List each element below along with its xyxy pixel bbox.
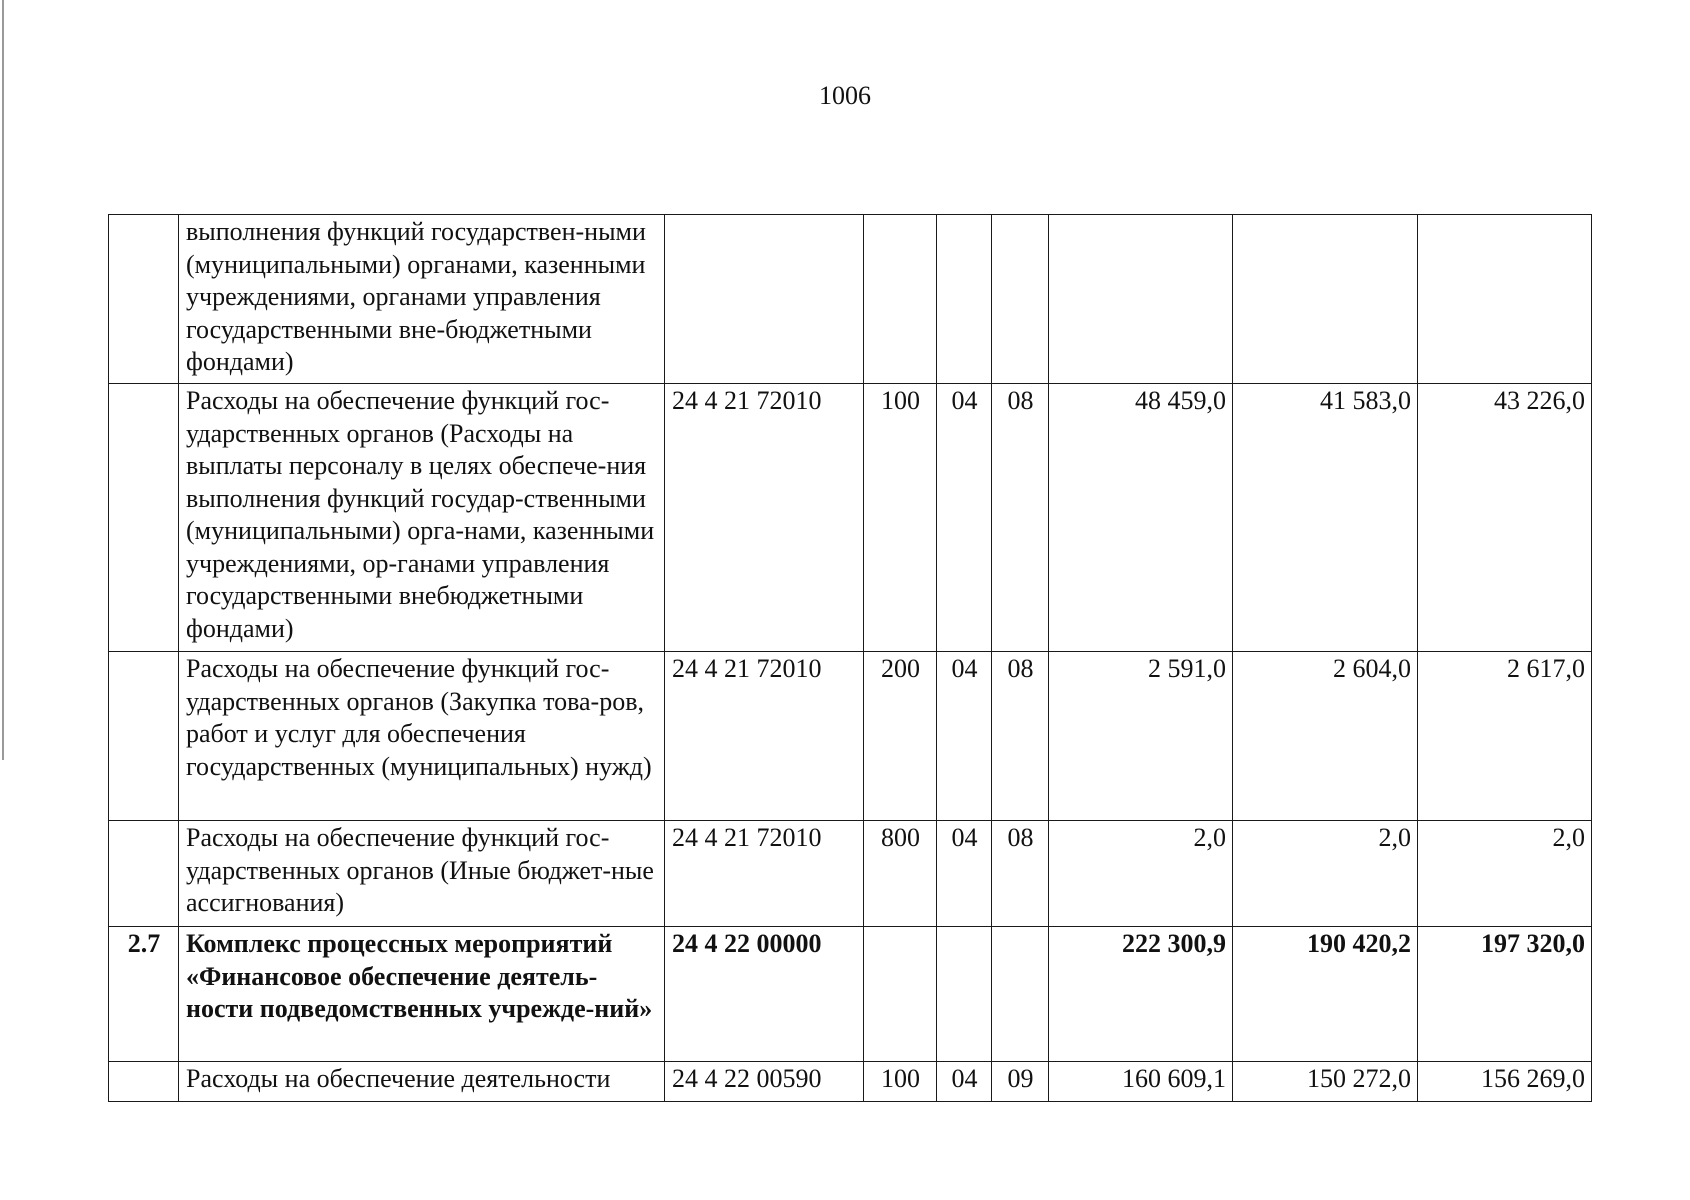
row-rz: 04 [937,1062,992,1102]
budget-table [108,214,1592,1102]
row-vr: 200 [864,652,937,821]
row-number [109,215,179,384]
row-year3: 197 320,0 [1418,927,1592,1062]
row-rz: 04 [937,384,992,652]
row-vr: 800 [864,821,937,927]
row-name: выполнения функций государствен-ными (муниципальными) органами, казенными учреждениями, органами управления государственными вне-бюджетными фондами) [179,215,665,384]
row-rz: 04 [937,821,992,927]
row-year3: 2,0 [1418,821,1592,927]
row-code: 24 4 22 00000 [665,927,864,1062]
row-name: Комплекс процессных мероприятий «Финансовое обеспечение деятель-ности подведомственных учрежде-ний» [179,927,665,1062]
row-year1 [1049,215,1233,384]
row-pr: 09 [992,1062,1049,1102]
table-row [109,384,1592,652]
row-number [109,1062,179,1102]
row-year1: 2,0 [1049,821,1233,927]
table-row [109,652,1592,821]
row-year2: 41 583,0 [1233,384,1418,652]
row-number [109,384,179,652]
row-code: 24 4 22 00590 [665,1062,864,1102]
row-year2: 2 604,0 [1233,652,1418,821]
table-row [109,1062,1592,1102]
row-code: 24 4 21 72010 [665,821,864,927]
table-row [109,215,1592,384]
page-number: 1006 [819,81,871,110]
row-pr: 08 [992,384,1049,652]
row-year3: 2 617,0 [1418,652,1592,821]
row-code: 24 4 21 72010 [665,384,864,652]
row-year1: 160 609,1 [1049,1062,1233,1102]
row-pr [992,215,1049,384]
row-code: 24 4 21 72010 [665,652,864,821]
row-year1: 2 591,0 [1049,652,1233,821]
row-rz [937,215,992,384]
row-name: Расходы на обеспечение функций гос-ударственных органов (Иные бюджет-ные ассигнования) [179,821,665,927]
row-year3 [1418,215,1592,384]
row-rz [937,927,992,1062]
row-year3: 43 226,0 [1418,384,1592,652]
row-year2: 2,0 [1233,821,1418,927]
row-name: Расходы на обеспечение функций гос-ударственных органов (Расходы на выплаты персоналу в целях обеспече-ния выполнения функций государ-ственными (муниципальными) орга-нами, казенными учреждениями, ор-ганами управления государственными внебюджетными фондами) [179,384,665,652]
row-pr [992,927,1049,1062]
table-row-section [109,927,1592,1062]
row-number [109,652,179,821]
row-year3: 156 269,0 [1418,1062,1592,1102]
row-name: Расходы на обеспечение функций гос-ударственных органов (Закупка това-ров, работ и услуг для обеспечения государственных (муниципальных) нужд) [179,652,665,821]
row-pr: 08 [992,821,1049,927]
row-number [109,821,179,927]
row-number: 2.7 [109,927,179,1062]
row-vr [864,215,937,384]
row-year2: 190 420,2 [1233,927,1418,1062]
scan-edge-line [2,0,4,760]
row-vr [864,927,937,1062]
row-year2 [1233,215,1418,384]
row-vr: 100 [864,1062,937,1102]
row-rz: 04 [937,652,992,821]
row-vr: 100 [864,384,937,652]
row-name: Расходы на обеспечение деятельности [179,1062,665,1102]
row-year1: 48 459,0 [1049,384,1233,652]
row-pr: 08 [992,652,1049,821]
table-row [109,821,1592,927]
row-code [665,215,864,384]
row-year1: 222 300,9 [1049,927,1233,1062]
row-year2: 150 272,0 [1233,1062,1418,1102]
